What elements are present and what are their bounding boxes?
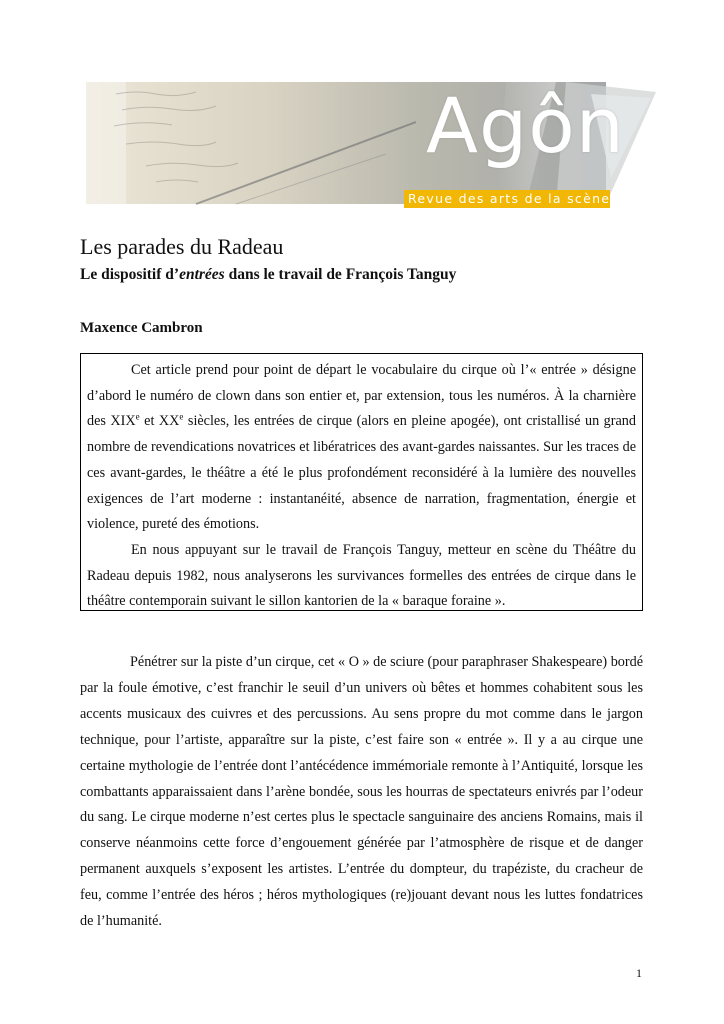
abstract-p1-sup1: e xyxy=(135,411,140,422)
article-body xyxy=(80,650,643,935)
abstract-p1-part3: siècles, les entrées de cirque (alors en pleine apogée), ont cristallisé un grand nombre de revendications novatrices et libératrices des avant-gardes naissantes. Sur les traces de ces avant-gardes, le théâtre a été le plus profondément reconsidéré à la lumière des nouvelles exigences de l’art moderne : instantanéité, absence de narration, fragmentation, énergie et violence, pureté des émotions. xyxy=(87,413,636,533)
abstract-p1-sup2: e xyxy=(179,411,184,422)
article-subtitle xyxy=(80,266,456,284)
abstract-p1-part1: Cet article prend pour point de départ le vocabulaire du cirque où l’« entrée » désigne d’abord le numéro de clown dans son entier et, par extension, tous les numéros. À la charnière des XIX xyxy=(87,362,636,430)
article-title: Les parades du Radeau xyxy=(80,234,284,259)
journal-tagline: Revue des arts de la scène xyxy=(408,191,611,206)
journal-banner xyxy=(86,82,656,212)
body-paragraph-1: Pénétrer sur la piste d’un cirque, cet « O » de sciure (pour paraphraser Shakespeare) bordé par la foule émotive, c’est franchir le seuil d’un univers où bêtes et hommes cohabitent sous les accents musicaux des cuivres et des percussions. Au sens propre du mot comme dans le jargon technique, pour l’artiste, apparaître sur la piste, c’est faire son « entrée ». Il y a au cirque une certaine mythologie de l’entrée dont l’antécédence immémoriale remonte à l’Antiquité, lorsque les combattants apparaissaient dans l’arène bondée, sous les hourras de spectateurs enivrés par l’odeur du sang. Le cirque moderne n’est certes plus le spectacle sanguinaire des anciens Romains, mais il conserve néanmoins cette force d’engouement générée par l’atmosphère de risque et de danger permanent auxquels s’exposent les artistes. L’entrée du dompteur, du trapéziste, du cracheur de feu, comme l’entrée des héros ; héros mythologiques (re)jouant devant nous les luttes fondatrices de l’humanité. xyxy=(80,654,643,930)
article-author: Maxence Cambron xyxy=(80,320,203,336)
abstract-p1-part2: et XX xyxy=(139,413,180,430)
abstract-paragraph-1 xyxy=(87,358,636,538)
subtitle-suffix: dans le travail de François Tanguy xyxy=(224,266,457,283)
subtitle-italic: entrées xyxy=(179,266,225,283)
abstract-paragraph-2: En nous appuyant sur le travail de François Tanguy, metteur en scène du Théâtre du Radeau depuis 1982, nous analyserons les survivances formelles des entrées de cirque dans le théâtre contemporain suivant le sillon kantorien de la « baraque foraine ». xyxy=(87,541,636,610)
abstract-box xyxy=(80,353,643,611)
subtitle-prefix: Le dispositif d’ xyxy=(80,266,180,283)
journal-logo: Agôn xyxy=(426,81,625,170)
page-number: 1 xyxy=(636,966,642,980)
